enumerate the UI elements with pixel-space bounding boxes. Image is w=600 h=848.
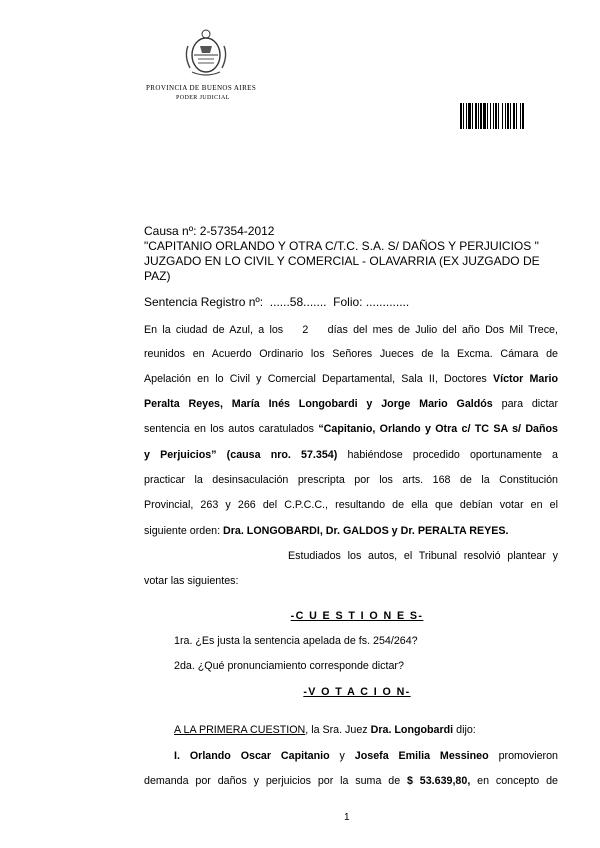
body-line: I. Orlando Oscar Capitanio y Josefa Emilia Messineo promovieron — [174, 750, 558, 762]
institution-name: PROVINCIA DE BUENOS AIRES — [146, 84, 257, 92]
case-title: "CAPITANIO ORLANDO Y OTRA C/T.C. S.A. S/ DAÑOS Y PERJUICIOS " — [144, 239, 539, 253]
body-line: Peralta Reyes, María Inés Longobardi y Jorge Mario Galdós para dictar — [144, 398, 558, 410]
court-line-1: JUZGADO EN LO CIVIL Y COMERCIAL - OLAVARRIA (EX JUZGADO DE — [144, 254, 540, 268]
body-line: votar las siguientes: — [144, 575, 239, 587]
barcode — [460, 103, 566, 129]
body-line: y Perjuicios” (causa nro. 57.354) habiéndose procedido oportunamente a — [144, 449, 558, 461]
body-line: Apelación en lo Civil y Comercial Departamental, Sala II, Doctores Víctor Mario — [144, 373, 558, 385]
votacion-heading: -V O T A C I O N- — [303, 686, 411, 698]
body-line: siguiente orden: Dra. LONGOBARDI, Dr. GALDOS y Dr. PERALTA REYES. — [144, 525, 509, 537]
registry-label: Sentencia Registro nº: — [144, 295, 264, 309]
body-line: En la ciudad de Azul, a los 2 días del mes de Julio del año Dos Mil Trece, — [144, 324, 558, 336]
institution-subname: PODER JUDICIAL — [176, 95, 230, 101]
body-line: A LA PRIMERA CUESTION, la Sra. Juez Dra. Longobardi dijo: — [174, 724, 476, 736]
registry-number: ......58....... — [269, 295, 327, 309]
registry-line — [144, 295, 564, 310]
body-line: practicar la desinsaculación prescripta por los arts. 168 de la Constitución — [144, 474, 558, 486]
page-number: 1 — [344, 812, 350, 823]
body-line: Estudiados los autos, el Tribunal resolvió plantear y — [288, 550, 558, 562]
body-line: sentencia en los autos caratulados “Capitanio, Orlando y Otra c/ TC SA s/ Daños — [144, 423, 558, 435]
court-line-2: PAZ) — [144, 269, 171, 283]
question-2: 2da. ¿Qué pronunciamiento corresponde dictar? — [174, 660, 404, 672]
case-number: Causa nº: 2-57354-2012 — [144, 224, 275, 238]
coat-of-arms-seal — [178, 26, 234, 80]
body-line: reunidos en Acuerdo Ordinario los Señores Jueces de la Excma. Cámara de — [144, 348, 558, 360]
folio: Folio: ............. — [333, 295, 410, 309]
body-line: demanda por daños y perjuicios por la suma de $ 53.639,80, en concepto de — [144, 775, 558, 787]
cuestiones-heading: -C U E S T I O N E S- — [290, 610, 424, 622]
body-line: Provincial, 263 y 266 del C.P.C.C., resultando de ella que debían votar en el — [144, 499, 558, 511]
question-1: 1ra. ¿Es justa la sentencia apelada de fs. 254/264? — [174, 635, 418, 647]
